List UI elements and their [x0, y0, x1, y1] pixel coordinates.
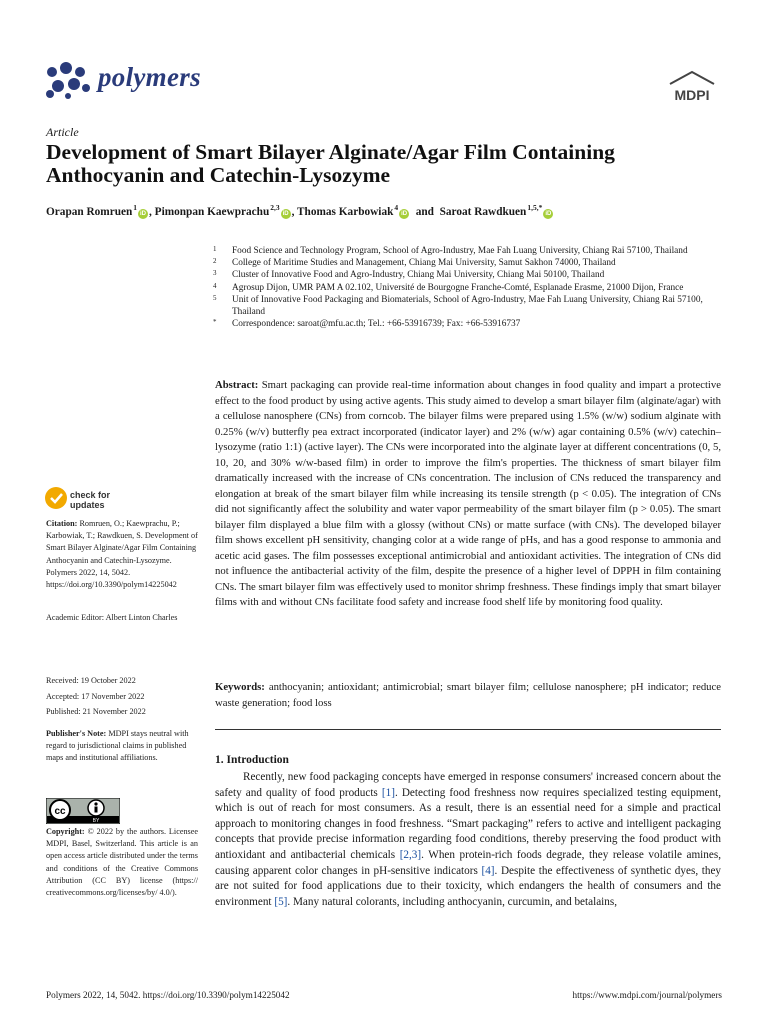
- abstract-text: Smart packaging can provide real-time information about changes in food quality and impart a protective effect to the food product by using active agents. This study aimed to develop a smart bilayer film (alginate/agar) with a cellulose nanosphere (CNs) from corncob. The bilayer films were prepared using 1.5% (w/w) sodium alginate with 0.25% (w/v) butterfly pea extract incorporated (indicator layer) and 2% (w/w) agar containing 0.5% (w/v) catechin–lysozyme (ratio 1:1) (active layer). The CNs were incorporated into the alginate layer at different concentrations (0, 5, 10, 20, and 30% w/w-based film) in order to improve the film's properties. The thickness of smart bilayer film dramatically increased with the increase of CNs concentration. The inclusion of CNs reduced the transparency and elongation at break of the smart bilayer film while increasing its tensile strength (p < 0.05). The integration of CNs did not significantly affect the solubility and water vapor permeability of the smart bilayer film (p > 0.05). The smart bilayer film displayed a blue film with a glossy (without CNs) or matte surface (with CNs). The developed bilayer film shows excellent pH sensitivity, changing color at a wide range of pHs, and has a good response to ammonia and acetic acid gases. The film possesses exceptional antimicrobial and antioxidant activities. The integration of CNs did not influence the antibacterial activity of the film, despite the presence of a higher level of DPPH in film containing CNs. The smart bilayer film was effectively used to monitor shrimp freshness. These findings imply that smart bilayer films with and without CNs facilitate food safety and increase food shelf life by monitoring food quality.: [215, 379, 721, 608]
- abstract: [215, 378, 721, 611]
- academic-editor: Academic Editor: Albert Linton Charles: [46, 613, 178, 622]
- section-divider: [215, 729, 721, 730]
- section-heading: 1. Introduction: [215, 754, 289, 766]
- check-for-updates-label[interactable]: check for updates: [70, 490, 111, 510]
- affiliation-item: 1 Food Science and Technology Program, School of Agro-Industry, Mae Fah Luang University, Chiang Rai 57100, Thailand: [213, 245, 688, 256]
- svg-text:cc: cc: [54, 806, 66, 817]
- footer-journal-url[interactable]: https://www.mdpi.com/journal/polymers: [572, 990, 722, 1000]
- citation: Citation: Romruen, O.; Kaewprachu, P.; Karbowiak, T.; Rawdkuen, S. Development of Smart Bilayer Alginate/Agar Film Containing Anthocyanin and Catechin-Lysozyme. Polymers 2022, 14, 5042. https://doi.org/10.3390/polym14225042: [46, 519, 198, 590]
- published-date: Published: 21 November 2022: [46, 707, 146, 716]
- affiliations: [210, 245, 730, 330]
- keywords: [215, 680, 721, 711]
- author-sep: ,: [149, 205, 155, 218]
- keywords-text: anthocyanin; antioxidant; antimicrobial; smart bilayer film; cellulose nanosphere; pH indicator; reduce waste generation; food loss: [215, 681, 721, 709]
- check-for-updates-icon[interactable]: [44, 486, 68, 510]
- citation-link[interactable]: [5]: [274, 895, 288, 908]
- orcid-icon[interactable]: iD: [140, 210, 147, 217]
- author-list: [46, 203, 554, 219]
- accepted-date: Accepted: 17 November 2022: [46, 692, 145, 701]
- received-date: Received: 19 October 2022: [46, 676, 136, 685]
- article-title: Development of Smart Bilayer Alginate/Agar Film Containing Anthocyanin and Catechin-Lysozyme: [46, 140, 615, 187]
- polymers-logo-icon: [44, 60, 92, 100]
- affiliation-item: 4 Agrosup Dijon, UMR PAM A 02.102, Université de Bourgogne Franche-Comté, Esplanade Erasme, 21000 Dijon, France: [213, 281, 684, 293]
- author-affil: 1: [133, 203, 138, 212]
- orcid-icon[interactable]: iD: [545, 210, 552, 217]
- citation-link[interactable]: [1]: [381, 786, 395, 799]
- citation-link[interactable]: [2,3]: [399, 848, 422, 861]
- author-name: Orapan Romruen: [46, 205, 133, 218]
- cc-by-license-icon[interactable]: [46, 798, 120, 824]
- author-sep: ,: [291, 205, 298, 218]
- author-affil: 1,5,*: [527, 203, 543, 212]
- author-affil: 4: [394, 203, 399, 212]
- copyright-notice: Copyright: © 2022 by the authors. Licensee MDPI, Basel, Switzerland. This article is an open access article distributed under the terms and conditions of the Creative Commons Attribution (CC BY) license (https:// creativecommons.org/licenses/by/ 4.0/).: [46, 827, 199, 898]
- publisher-note: Publisher's Note: MDPI stays neutral with regard to jurisdictional claims in published maps and institutional affiliations.: [46, 729, 189, 763]
- affiliation-item: 3 Cluster of Innovative Food and Agro-Industry, Chiang Mai University, Chiang Mai 50100, Thailand: [213, 269, 605, 281]
- affiliation-item: 2 College of Maritime Studies and Management, Chiang Mai University, Samut Sakhon 74000, Thailand: [213, 257, 616, 269]
- intro-paragraph: Recently, new food packaging concepts have emerged in response consumers' increased concern about the safety and quality of food products [1]. Detecting food freshness now requires specialized testing equipment, which is out of reach for most consumers. As a result, there is an essential need for a simple and practical approach to monitoring changes in food freshness. “Smart packaging” refers to active and intelligent packaging concepts that provide precise information regarding food conditions, thereby preserving the food product with antioxidant and antibacterial chemicals [2,3]. When protein-rich foods degrade, they release volatile amines, causing apparent color changes in pH-sensitive indicators [4]. Despite the effectiveness of synthetic dyes, they are not suited for food applications due to their toxicity, which endangers the health of consumers and the environment [5]. Many natural colorants, including anthocyanin, curcumin, and betalains,: [215, 771, 722, 908]
- mdpi-logo: [664, 70, 720, 104]
- journal-name: polymers: [98, 62, 201, 92]
- author-name: Pimonpan Kaewprachu: [154, 205, 270, 218]
- affiliation-item: 5 Unit of Innovative Food Packaging and Biomaterials, School of Agro-Industry, Mae Fah Luang University, Chiang Rai 57100, Thailand: [213, 293, 703, 318]
- author-name: Thomas Karbowiak: [297, 205, 394, 218]
- abstract-label: Abstract:: [215, 379, 259, 391]
- orcid-icon[interactable]: iD: [401, 210, 408, 217]
- orcid-icon[interactable]: iD: [282, 210, 289, 217]
- author-and: and: [415, 205, 434, 218]
- correspondence: * Correspondence: saroat@mfu.ac.th; Tel.: +66-53916739; Fax: +66-53916737: [213, 318, 521, 330]
- svg-text:BY: BY: [92, 818, 100, 824]
- mdpi-logo-text: MDPI: [674, 87, 710, 103]
- footer-citation: Polymers 2022, 14, 5042. https://doi.org/10.3390/polym14225042: [46, 990, 290, 1000]
- keywords-label: Keywords:: [215, 681, 265, 693]
- author-affil: 2,3: [270, 203, 280, 212]
- article-type: Article: [46, 125, 79, 139]
- author-name: Saroat Rawdkuen: [439, 205, 527, 218]
- citation-link[interactable]: [4]: [481, 864, 495, 877]
